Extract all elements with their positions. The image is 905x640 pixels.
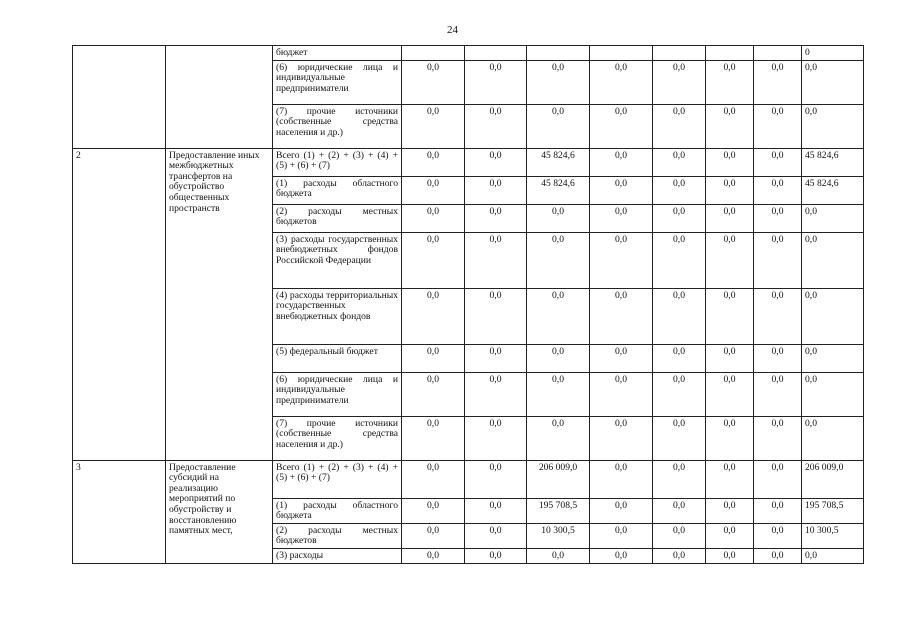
value-cell: 0,0	[402, 498, 465, 523]
value-cell: 0,0	[590, 416, 653, 460]
value-cell: 0,0	[402, 416, 465, 460]
value-cell: 0,0	[706, 176, 754, 204]
value-cell: 0,0	[802, 372, 864, 416]
value-cell: 0,0	[706, 204, 754, 232]
value-cell: 0,0	[465, 148, 527, 176]
value-cell: 0,0	[590, 148, 653, 176]
value-cell: 0,0	[527, 372, 590, 416]
funding-source-cell: (3) расходы государственных внебюджетных фондов Российской Федерации	[273, 232, 402, 288]
value-cell: 45 824,6	[802, 148, 864, 176]
funding-source-cell: (3) расходы	[273, 548, 402, 563]
value-cell: 0,0	[590, 288, 653, 344]
value-cell: 0,0	[590, 60, 653, 104]
row-number-cell: 2	[73, 148, 166, 460]
value-cell: 0,0	[527, 232, 590, 288]
value-cell: 0,0	[402, 104, 465, 148]
value-cell	[590, 46, 653, 61]
value-cell: 0,0	[465, 344, 527, 372]
value-cell	[465, 46, 527, 61]
value-cell: 0,0	[706, 372, 754, 416]
value-cell: 0,0	[402, 204, 465, 232]
value-cell: 0,0	[754, 344, 802, 372]
value-cell: 0,0	[402, 60, 465, 104]
value-cell: 0,0	[754, 523, 802, 548]
value-cell: 0,0	[754, 460, 802, 498]
value-cell: 0,0	[653, 548, 706, 563]
row-number-cell: 3	[73, 460, 166, 563]
value-cell: 0,0	[653, 416, 706, 460]
value-cell: 0,0	[706, 548, 754, 563]
value-cell: 0,0	[465, 232, 527, 288]
budget-table	[72, 45, 864, 564]
value-cell: 0,0	[590, 344, 653, 372]
value-cell: 0,0	[402, 460, 465, 498]
value-cell: 0,0	[706, 344, 754, 372]
funding-source-cell: (4) расходы территориальных государственных внебюджетных фондов	[273, 288, 402, 344]
value-cell: 0,0	[706, 232, 754, 288]
value-cell: 0,0	[802, 204, 864, 232]
value-cell: 0,0	[653, 148, 706, 176]
value-cell: 0,0	[465, 176, 527, 204]
value-cell	[402, 46, 465, 61]
value-cell: 0,0	[402, 548, 465, 563]
value-cell: 0,0	[754, 548, 802, 563]
value-cell: 0,0	[465, 460, 527, 498]
value-cell: 0,0	[802, 344, 864, 372]
page-number: 24	[447, 24, 458, 36]
value-cell: 0,0	[527, 60, 590, 104]
funding-source-cell: (6) юридические лица и индивидуальные предприниматели	[273, 60, 402, 104]
value-cell: 0,0	[653, 288, 706, 344]
value-cell: 0,0	[402, 176, 465, 204]
measure-name-cell: Предоставление субсидий на реализацию мероприятий по обустройству и восстановлению памятных мест,	[166, 460, 273, 563]
value-cell: 0,0	[754, 372, 802, 416]
value-cell	[653, 46, 706, 61]
value-cell: 0,0	[653, 176, 706, 204]
value-cell: 0,0	[527, 548, 590, 563]
value-cell: 0,0	[465, 523, 527, 548]
value-cell: 0,0	[754, 104, 802, 148]
value-cell: 0,0	[527, 344, 590, 372]
value-cell: 0,0	[706, 60, 754, 104]
value-cell: 0,0	[802, 60, 864, 104]
funding-source-cell: бюджет	[273, 46, 402, 61]
funding-source-cell: (6) юридические лица и индивидуальные предприниматели	[273, 372, 402, 416]
value-cell: 0,0	[465, 204, 527, 232]
value-cell: 206 009,0	[527, 460, 590, 498]
value-cell: 0,0	[706, 498, 754, 523]
value-cell: 45 824,6	[527, 176, 590, 204]
value-cell: 0,0	[754, 416, 802, 460]
row-number-cell	[73, 46, 166, 149]
value-cell: 0,0	[802, 548, 864, 563]
value-cell: 206 009,0	[802, 460, 864, 498]
value-cell: 0,0	[653, 344, 706, 372]
measure-name-cell: Предоставление иных межбюджетных трансфертов на обустройство общественных пространств	[166, 148, 273, 460]
value-cell: 0,0	[465, 60, 527, 104]
value-cell: 0,0	[802, 232, 864, 288]
value-cell: 0,0	[802, 288, 864, 344]
value-cell: 0,0	[402, 344, 465, 372]
value-cell: 0,0	[527, 204, 590, 232]
funding-source-cell: Всего (1) + (2) + (3) + (4) + (5) + (6) + (7)	[273, 148, 402, 176]
value-cell: 0,0	[590, 232, 653, 288]
value-cell: 0,0	[465, 104, 527, 148]
value-cell: 0,0	[653, 104, 706, 148]
value-cell: 0,0	[590, 523, 653, 548]
value-cell: 0,0	[465, 372, 527, 416]
value-cell: 0,0	[802, 104, 864, 148]
value-cell: 0,0	[653, 204, 706, 232]
value-cell: 10 300,5	[802, 523, 864, 548]
value-cell: 0,0	[465, 416, 527, 460]
value-cell	[527, 46, 590, 61]
value-cell: 0,0	[402, 232, 465, 288]
value-cell: 0,0	[590, 548, 653, 563]
value-cell: 0,0	[706, 148, 754, 176]
value-cell: 0,0	[527, 416, 590, 460]
value-cell: 0,0	[754, 148, 802, 176]
value-cell: 0,0	[402, 523, 465, 548]
value-cell: 0,0	[402, 288, 465, 344]
value-cell: 0,0	[653, 498, 706, 523]
funding-source-cell: (2) расходы местных бюджетов	[273, 523, 402, 548]
value-cell: 10 300,5	[527, 523, 590, 548]
measure-name-cell	[166, 46, 273, 149]
table-row	[73, 460, 864, 498]
value-cell: 0,0	[754, 288, 802, 344]
funding-source-cell: (7) прочие источники (собственные средства населения и др.)	[273, 416, 402, 460]
funding-source-cell: Всего (1) + (2) + (3) + (4) + (5) + (6) + (7)	[273, 460, 402, 498]
value-cell: 0,0	[754, 60, 802, 104]
value-cell: 0,0	[754, 204, 802, 232]
value-cell: 195 708,5	[527, 498, 590, 523]
value-cell: 0,0	[653, 460, 706, 498]
value-cell: 0,0	[590, 460, 653, 498]
value-cell: 45 824,6	[527, 148, 590, 176]
value-cell: 0,0	[402, 372, 465, 416]
funding-source-cell: (1) расходы областного бюджета	[273, 498, 402, 523]
value-cell: 0,0	[653, 523, 706, 548]
value-cell: 0,0	[590, 176, 653, 204]
value-cell: 0,0	[653, 372, 706, 416]
value-cell	[754, 46, 802, 61]
value-cell: 0,0	[590, 372, 653, 416]
value-cell: 0,0	[653, 232, 706, 288]
value-cell: 0,0	[802, 416, 864, 460]
value-cell: 0,0	[465, 548, 527, 563]
value-cell	[706, 46, 754, 61]
funding-source-cell: (2) расходы местных бюджетов	[273, 204, 402, 232]
value-cell: 0,0	[590, 104, 653, 148]
table-row	[73, 148, 864, 176]
value-cell: 0,0	[754, 232, 802, 288]
value-cell: 0,0	[527, 104, 590, 148]
value-cell: 0,0	[465, 288, 527, 344]
value-cell: 0,0	[590, 498, 653, 523]
value-cell: 0,0	[527, 288, 590, 344]
table-row	[73, 46, 864, 61]
value-cell: 0,0	[754, 176, 802, 204]
value-cell: 0	[802, 46, 864, 61]
value-cell: 195 708,5	[802, 498, 864, 523]
value-cell: 0,0	[706, 460, 754, 498]
value-cell: 45 824,6	[802, 176, 864, 204]
value-cell: 0,0	[706, 104, 754, 148]
value-cell: 0,0	[590, 204, 653, 232]
value-cell: 0,0	[653, 60, 706, 104]
value-cell: 0,0	[706, 523, 754, 548]
funding-source-cell: (5) федеральный бюджет	[273, 344, 402, 372]
funding-source-cell: (7) прочие источники (собственные средства населения и др.)	[273, 104, 402, 148]
funding-source-cell: (1) расходы областного бюджета	[273, 176, 402, 204]
value-cell: 0,0	[754, 498, 802, 523]
value-cell: 0,0	[706, 416, 754, 460]
value-cell: 0,0	[706, 288, 754, 344]
value-cell: 0,0	[465, 498, 527, 523]
value-cell: 0,0	[402, 148, 465, 176]
